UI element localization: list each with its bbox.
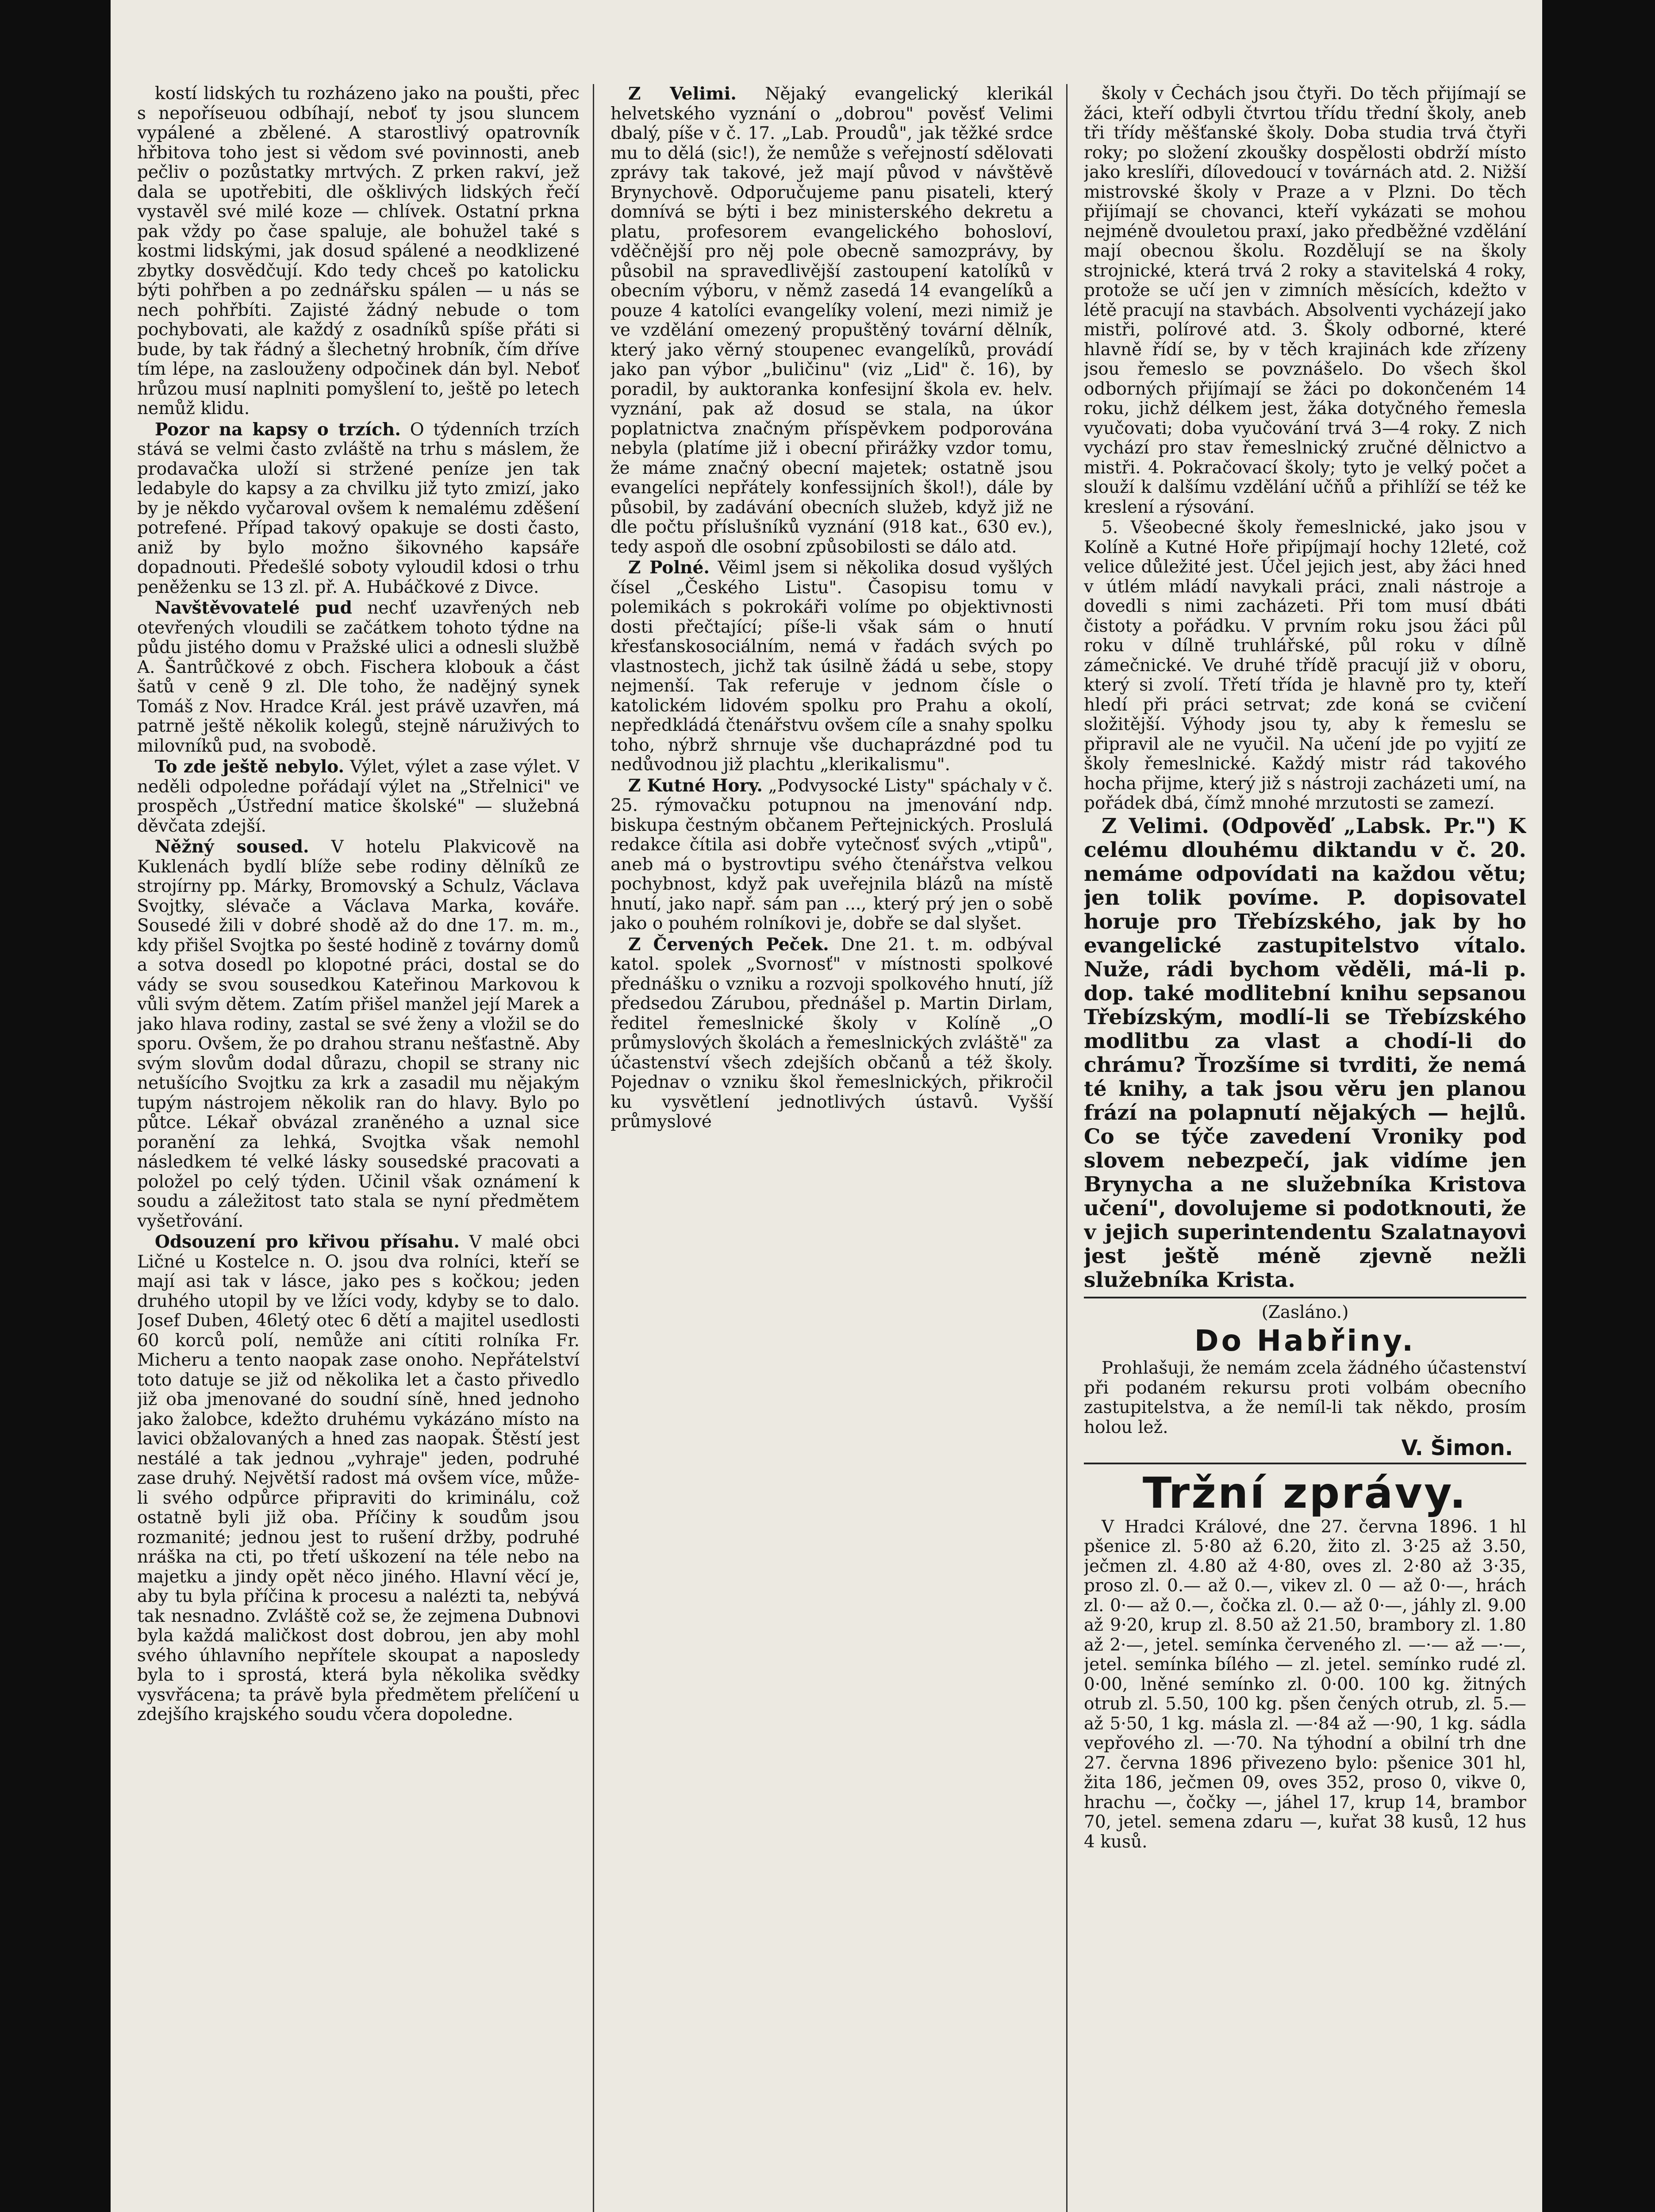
heading-perjury: Odsouzení pro křivou přísahu. <box>155 1232 460 1252</box>
heading-excursion: To zde ještě nebylo. <box>155 757 345 777</box>
article-polna: Z Polné. Věiml jsem si několika dosud vyšlých čísel „Českého Listu". Časopisu tomu v polemikách s pokrokáři volíme po objektivnosti dosti přečtající; píše-li však sám o hnutí křesťanskosociálním, nemá v řadách svých po vlastnostech, jichž tak úsilně žádá u sebe, stopy nejmenší. Tak referuje v jednom čísle o katolickém lidovém spolku pro Prahu a okolí, nepředkládá čtenářstvu ovšem cíle a snahy spolku toho, nýbrž shrnuje vše duchaprázdné pod tu nedůvodnou již plachtu „klerikalismu". <box>611 557 1053 775</box>
heading-velim-reply: Z Velimi. <box>1102 814 1210 838</box>
heading-neighbour: Něžný soused. <box>155 837 309 857</box>
scan-border-left <box>0 0 111 2212</box>
article-attic-visitors: Navštěvovatelé pud nechť uzavřených neb otevřených vloudili se začátkem tohoto týdne na půdu jistého domu v Pražské ulici a odnesli službě A. Šantrůčkové z obch. Fischera klobouk a část šatů v ceně 9 zl. Dle toho, že nadějný synek Tomáš z Nov. Hradce Král. jest právě uzavřen, má patrně ještě několik kolegů, stejně náruživých to milovníků pud, na svobodě. <box>137 598 580 756</box>
market-reports-text: V Hradci Králové, dne 27. června 1896. 1 hl pšenice zl. 5·80 až 6.20, žito zl. 3·25 až 3.50, ječmen zl. 4.80 až 4·80, oves zl. 2·80 až 3·35, proso zl. 0.— až 0.—, vikev zl. 0 — až 0·—, hrách zl. 0·— až 0.—, čočka zl. 0.— až 0·—, jáhly zl. 9.00 až 9·20, krup zl. 8.50 až 21.50, brambory zl. 1.80 až 2·—, jetel. semínka červeného zl. —·— až —·—, jetel. semínka bílého — zl. jetel. semínko rudé zl. 0·00, lněné semínko zl. 0·00. 100 kg. žitných otrub zl. 5.50, 100 kg. pšen čených otrub, zl. 5.— až 5·50, 1 kg. másla zl. —·84 až —·90, 1 kg. sádla vepřového zl. —·70. Na týhodní a obilní trh dne 27. června 1896 přivezeno bylo: pšenice 301 hl, žita 186, ječmen 09, oves 352, proso 0, vikve 0, hrachu —, čočky —, jáhel 17, krup 14, brambor 70, jetel. semena zdaru —, kuřat 38 kusů, 12 hus 4 kusů. <box>1084 1517 1526 1852</box>
heading-cervene-pecky: Z Červených Peček. <box>628 934 829 955</box>
heading-polna: Z Polné. <box>628 557 710 578</box>
article-perjury: Odsouzení pro křivou přísahu. V malé obci Ličné u Kostelce n. O. jsou dva rolníci, kteří se mají asi tak v lásce, jako pes s kočkou; jeden druhého utopil by ve lžíci vody, kdyby se to dalo. Josef Duben, 46letý otec 6 dětí a majitel usedlosti 60 korců polí, nemůže ani cítiti rolníka Fr. Micheru a tento naopak zase onoho. Nepřátelství toto datuje se již od několika let a často přivedlo již oba jmenované do soudní síně, hned jednoho jako žalobce, kdežto druhému vykázáno místo na lavici obžalovaných a hned zas naopak. Štěstí jest nestálé a tak jednou „vyhraje" jeden, podruhé zase druhý. Největší radost má ovšem více, může-li svého odpůrce připraviti do kriminálu, což ostatně byli již oba. Příčiny k soudům jsou rozmanité; jednou jest to rušení držby, podruhé nráška na cti, po třetí uškození na téle nebo na majetku a jindy opět něco jiného. Hlavní věcí je, aby tu byla příčina k procesu a nalézti ta, nebývá tak nesnadno. Zvláště což se, že zejmena Dubnovi byla každá maličkost dost dobrou, jen aby mohl svého úhlavního nepřítele skoupat a naposledy byla to i sprostá, která byla několika svědky vysvřácena; ta právě byla předmětem přelíčení u zdejšího krajského soudu včera dopoledne. <box>137 1232 580 1724</box>
notice-box <box>1084 1297 1526 1464</box>
column-divider <box>1066 84 1067 2212</box>
newspaper-page <box>111 0 1542 2212</box>
article-schools-cont: 5. Všeobecné školy řemeslnické, jako jsou v Kolíně a Kutné Hoře připíjmají hochy 12leté, což velice důležité jest. Účel jejich jest, aby žáci hned v útlém mládí navykali práci, znali nástroje a dovedli s nimi zacházeti. Při tom musí dbáti čistoty a pořádku. V prvním roku jsou žáci půl roku v dílně truhlářské, půl roku v dílně zámečnické. Ve druhé třídě pracují již v oboru, který si zvolí. Třetí třída je hlavně pro ty, kteří hledí při práci setrvat; zde koná se cvičení složitější. Výhody jsou ty, aby k řemeslu se připravil ale ne vyučil. Na učení jde po vyjití ze školy řemeslnické. Každý mistr rád takového hocha přijme, který již s nástroji zacházeti umí, na pořádek dbá, čímž mnohé mrzutosti se zamezí. <box>1084 518 1526 813</box>
article-velim-reply: Z Velimi. (Odpověď „Labsk. Pr.") K celému dlouhému diktandu v č. 20. nemáme odpovídati na každou větu; jen tolik povíme. P. dopisovatel horuje pro Třebízského, jak by ho evangelické zastupitelstvo vítalo. Nuže, rádi bychom věděli, má-li p. dop. také modlitební knihu sepsanou Třebízským, modlí-li se Třebízského modlitbu za vlast a chodí-li do chrámu? Ťrozšíme si tvrditi, že nemá té knihy, a tak jsou věru jen planou frází na polapnutí nějakých — hejlů. Co se týče zavedení Vroniky pod slovem nebezpečí, jak vidíme jen Brynycha a ne služebníka Kristova učení", dovolujeme si podotknouti, že v jejich superintendentu Szalatnayovi jest ještě méně zjevně nežli služebníka Krista. <box>1084 814 1526 1292</box>
column-3 <box>1084 84 1526 2212</box>
column-divider <box>593 84 594 2212</box>
article-schools: školy v Čechách jsou čtyři. Do těch přijímají se žáci, kteří odbyli čtvrtou třídu třední školy, aneb tři třídy měšťanské školy. Doba studia trvá čtyři roky; po složení zkoušky dospělosti obdrží místo jako kreslíři, dílovedoucí v továrnách atd. 2. Nižší mistrovské školy v Praze a v Plzni. Do těch přijímají se chovanci, kteří vykázati se mohou nejméně dvouletou praxí, jako předběžné vzdělání mají obecnou školu. Rozdělují se na školy strojnické, která trvá 2 roky a stavitelská 4 roky, protože se učí jen v zimních měsících, kdežto v létě pracují na stavbách. Absolventi vycházejí jako mistři, polírové atd. 3. Školy odborné, které hlavně řídí se, by v těch krajinách kde zřízeny jsou řemeslo se povznášelo. Do všech škol odborných přijímají se žáci po dokončeném 14 roku, jichž délkem jest, žáka dotyčného řemesla vyučovati; doba vyučování trvá 3—4 roky. Z nich vychází pro stav řemeslnický zručné dělnictvo a mistři. 4. Pokračovací školy; tyto je velký počet a slouží k dalšímu vzdělání učňů a přihlíží se též ke kreslení a rýsování. <box>1084 84 1526 517</box>
article-cemetery: kostí lidských tu rozházeno jako na poušti, přec s nepoříseuou odbíhají, neboť ty jsou sluncem vypálené a zbělené. A starostlivý opatrovník hřbitova toho jest si vědom své povinnosti, aneb pečliv o pozůstatky mrtvých. Z prken rakví, jež dala se upotřebiti, dle ošklivých lidských řečí vystavěl své milé koze — chlívek. Ostatní prkna pak vždy po čase spaluje, ale bohužel také s kostmi lidskými, jak dosud spálené a neodklizené zbytky dosvědčují. Kdo tedy chceš po katolicku býti pohřben a po zednářsku spálen — u nás se nech pohřbíti. Zajisté žádný nebude o tom pochybovati, ale každý z osadníků spíše přáti si bude, by tak řádný a šlechetný hrobník, čím dříve tím lépe, na zaslouženy odpočinek dán byl. Neboť hrůzou musí naplniti pomyšlení to, ještě po letech nemůž klidu. <box>137 84 580 419</box>
notice-title: Do Habřiny. <box>1194 1324 1416 1358</box>
notice-text: Prohlašuji, že nemám zcela žádného účastenství při podaném rekursu proti volbám obecního zastupitelstva, a že nemíl-li tak někdo, prosím holou lež. <box>1084 1358 1526 1437</box>
notice-label: (Zasláno.) <box>1261 1302 1349 1322</box>
article-cervene-pecky: Z Červených Peček. Dne 21. t. m. odbýval katol. spolek „Svornosť" v místnosti spolkové přednášku o vzniku a rozvoji spolkového hnutí, jíž předsedou Zárubou, přednášel p. Martin Dirlam, ředitel řemeslnické školy v Kolíně „O průmyslových školách a řemeslnických zvláště" za účastenství všech zdejších občanů a též školy. Pojednav o vzniku škol řemeslnických, přikročil ku vysvětlení jednotlivých ústavů. Vyšší průmyslové <box>611 934 1053 1132</box>
column-2 <box>611 84 1053 2212</box>
scan-border-right <box>1542 0 1655 2212</box>
notice-signature: V. Šimon. <box>1401 1436 1513 1460</box>
article-velim: Z Velimi. Nějaký evangelický klerikál helvetského vyznání o „dobrou" pověsť Velimi dbalý, píše v č. 17. „Lab. Proudů", jak těžké srdce mu to dělá (sic!), že nemůže s veřejností sdělovati zprávy tak takové, jež mají původ v návštěvě Brynychově. Odporučujeme panu pisateli, který domnívá se býti i bez ministerského dekretu a platu, profesorem evangelického bohosloví, vděčnější pro něj pole obecně samozprávy, by působil na spravedlivější zastoupení katolíků v obecním výboru, v němž zasedá 14 evangelíků a pouze 4 katolíci evangelíky volení, mezi nimiž je ve vzdělání omezený propuštěný tovární dělník, který jako věrný stoupenec evangelíků, provádí jako pan výbor „buličinu" (viz „Lid" č. 16), by poradil, by auktoranka konfesijní škola ev. helv. vyznání, pak až dosud se stala, na úkor poplatnictva značným příspěvkem podporována nebyla (platíme již i obecní přirážky vzdor tomu, že máme značný obecní majetek; ostatně jsou evangelíci nepřátely konfessijních škol!), dále by působil, by zadávání obecních služeb, když již ne dle počtu příslušníků vyznání (918 kat., 630 ev.), tedy aspoň dle osobní způsobilosti se dálo atd. <box>611 84 1053 557</box>
article-excursion: To zde ještě nebylo. Výlet, výlet a zase výlet. V neděli odpoledne pořádají výlet na „Střelnici" ve prospěch „Ústřední matice školské" — služebná děvčata zdejší. <box>137 757 580 836</box>
article-neighbour: Něžný soused. V hotelu Plakvicově na Kuklenách bydlí blíže sebe rodiny dělníků ze strojírny pp. Márky, Bromovský a Schulz, Václava Svojtky, slévače a Václava Marka, kováře. Sousedé žili v dobré shodě až do dne 17. m. m., kdy přišel Svojtka po šesté hodině z továrny domů a sotva dosedl po klopotné práci, dostal se do vády se svou sousedkou Kateřinou Markovou k vůli svým dětem. Zatím přišel manžel její Marek a jako hlava rodiny, zastal se své ženy a vložil se do sporu. Ovšem, že po drahou stranu nešťastně. Aby svým slovům dodal důrazu, chopil se strany nic netušícího Svojtku za krk a zasadil mu nějakým tupým nástrojem několik ran do hlavy. Bylo po půtce. Lékař obvázal zraněného a uznal sice poranění za lehká, Svojtka však nemohl následkem té velké lásky sousedské pracovati a položel po celý týden. Učinil však oznámení k soudu a záležitost tato stala se nyní předmětem vyšetřování. <box>137 837 580 1231</box>
heading-pickpockets: Pozor na kapsy o trzích. <box>155 419 401 440</box>
heading-velim: Z Velimi. <box>628 84 737 104</box>
market-reports-title: Tržní zprávy. <box>1142 1468 1468 1518</box>
heading-kutna-hora: Z Kutné Hory. <box>628 775 763 796</box>
column-1 <box>137 84 580 2212</box>
article-pickpockets: Pozor na kapsy o trzích. O týdenních trzích stává se velmi často zvláště na trhu s máslem, že prodavačka uloží si stržené peníze jen tak ledabyle do kapsy a za chvilku již tyto zmizí, jako by je někdo vyčaroval ovšem k nemalému zděšení potrefené. Případ takový opakuje se dosti často, aniž by bylo možno šikovného kapsáře dopadnouti. Předešlé soboty vyloudil kdosi o trhu peněženku se 13 zl. př. A. Hubáčkové z Divce. <box>137 419 580 597</box>
heading-attic-visitors: Navštěvovatelé pud <box>155 598 352 618</box>
article-kutna-hora: Z Kutné Hory. „Podvysocké Listy" spáchaly v č. 25. rýmovačku potupnou na jmenování ndp. biskupa čestným občanem Peřtejnických. Proslulá redakce čítila asi dobře vytečnosť svých „vtipů", aneb má o bystrovtipu svého čtenářstva velkou pochybnost, když pak uveřejnila blázů na místě hnutí, jako např. sám pan ..., který prý jen o sobě jako o pouhém rolníkovi je, dobře se dal slyšet. <box>611 775 1053 933</box>
